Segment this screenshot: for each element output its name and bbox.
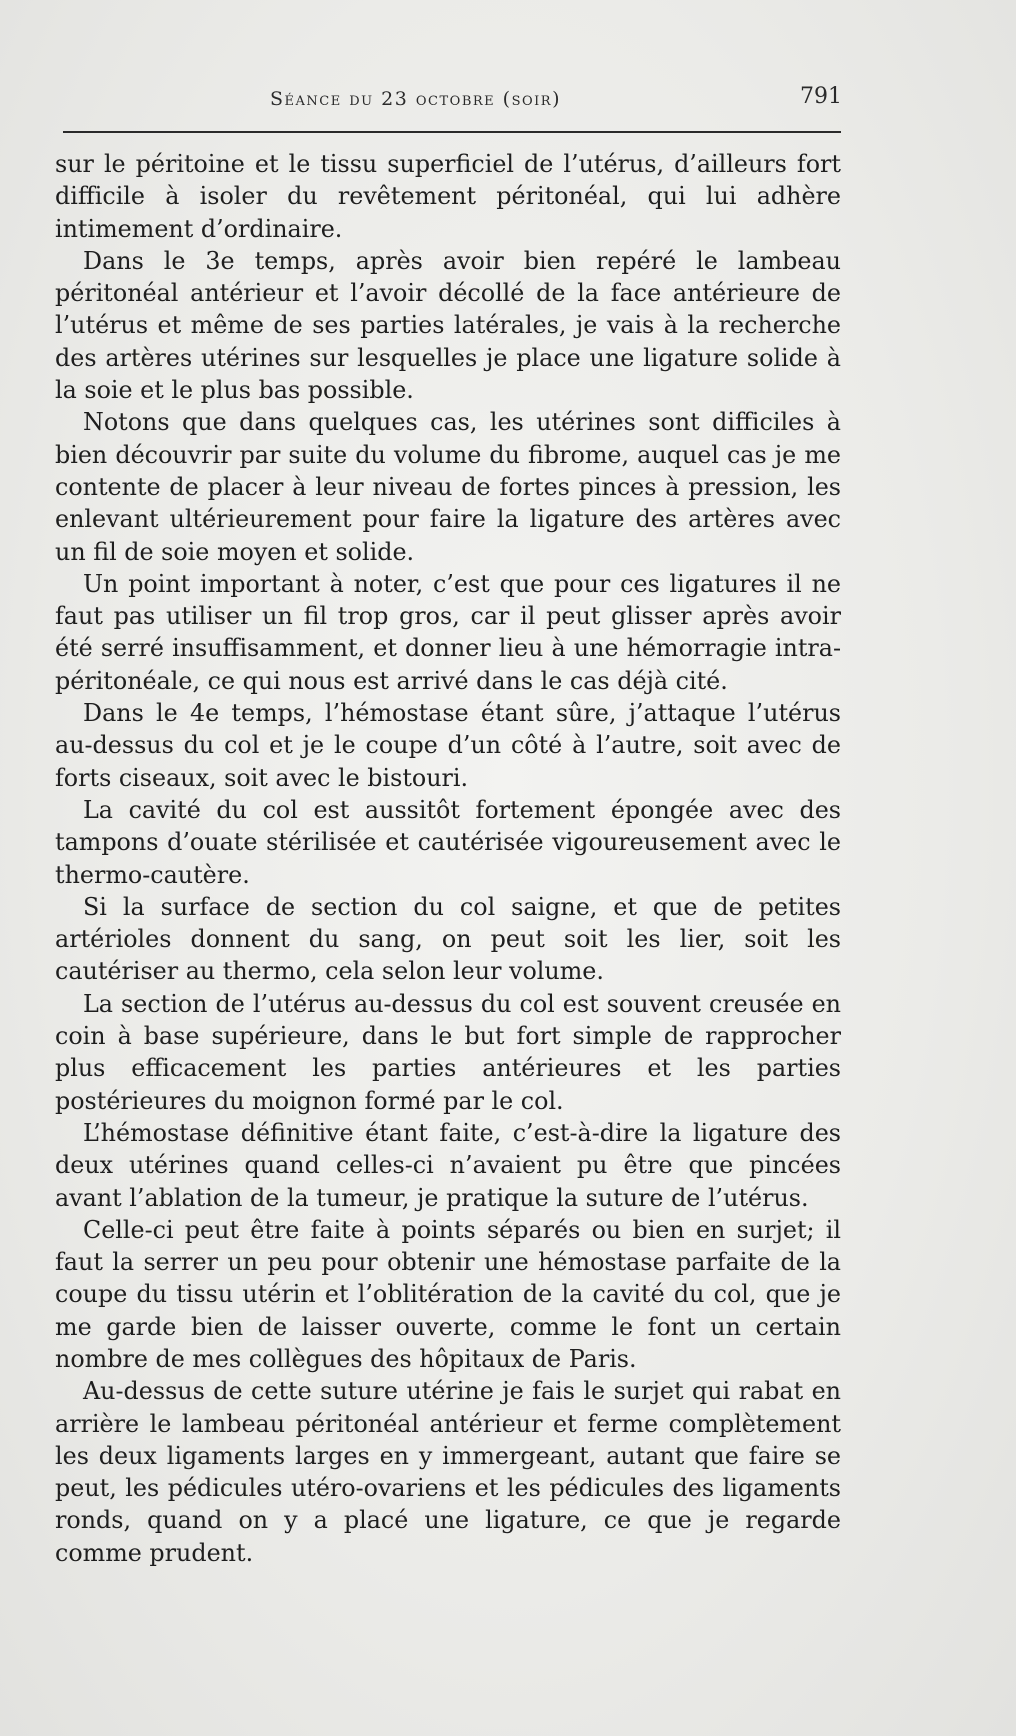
paragraph-4: Un point important à noter, c’est que pour ces ligatures il ne faut pas utiliser un fil trop gros, car il peut glisser après avoir été serré insuffisamment, et donner lieu à une hémorragie intra-péritonéale, ce qui nous est arrivé dans le cas déjà cité. xyxy=(55,569,841,695)
paragraph-10: Celle-ci peut être faite à points séparés ou bien en surjet; il faut la serrer un peu pour obtenir une hémostase parfaite de la coupe du tissu utérin et l’oblitération de la cavité du col, que je me garde bien de laisser ouverte, comme le font un certain nombre de mes collègues des hôpitaux de Paris. xyxy=(55,1215,841,1373)
paragraph-9: L’hémostase définitive étant faite, c’est-à-dire la ligature des deux utérines quand celles-ci n’avaient pu être que pincées avant l’ablation de la tumeur, je pratique la suture de l’utérus. xyxy=(55,1118,841,1212)
page-number: 791 xyxy=(800,84,842,109)
paragraph-2: Dans le 3e temps, après avoir bien repéré le lambeau péritonéal antérieur et l’avoir décollé de la face antérieure de l’utérus et même de ses parties latérales, je vais à la recherche des artères utérines sur lesquelles je place une ligature solide à la soie et le plus bas possible. xyxy=(55,246,841,405)
paragraph-6: La cavité du col est aussitôt fortement épongée avec des tampons d’ouate stérilisée et cautérisée vigoureusement avec le thermo-cautère. xyxy=(55,795,841,889)
body-text xyxy=(55,148,841,1569)
paragraph-5: Dans le 4e temps, l’hémostase étant sûre, j’attaque l’utérus au-dessus du col et je le coupe d’un côté à l’autre, soit avec de forts ciseaux, soit avec le bistouri. xyxy=(55,699,841,792)
running-title: Séance du 23 octobre (soir) xyxy=(270,88,561,110)
paragraph-1: sur le péritoine et le tissu superficiel de l’utérus, d’ailleurs fort difficile à isoler du revêtement péritonéal, qui lui adhère intimement d’ordinaire. xyxy=(55,150,841,243)
header-rule xyxy=(63,131,841,133)
paragraph-11: Au-dessus de cette suture utérine je fais le surjet qui rabat en arrière le lambeau péritonéal antérieur et ferme complètement les deux ligaments larges en y immergeant, autant que faire se peut, les pédicules utéro-ovariens et les pédicules des ligaments ronds, quand on y a placé une ligature, ce que je regarde comme prudent. xyxy=(55,1377,841,1567)
paragraph-7: Si la surface de section du col saigne, et que de petites artérioles donnent du sang, on peut soit les lier, soit les cautériser au thermo, cela selon leur volume. xyxy=(55,892,841,986)
paragraph-3: Notons que dans quelques cas, les utérines sont difficiles à bien découvrir par suite du volume du fibrome, auquel cas je me contente de placer à leur niveau de fortes pinces à pression, les enlevant ultérieurement pour faire la ligature des artères avec un fil de soie moyen et solide. xyxy=(55,408,841,566)
paragraph-8: La section de l’utérus au-dessus du col est souvent creusée en coin à base supérieure, dans le but fort simple de rapprocher plus efficacement les parties antérieures et les parties postérieures du moignon formé par le col. xyxy=(55,989,841,1115)
